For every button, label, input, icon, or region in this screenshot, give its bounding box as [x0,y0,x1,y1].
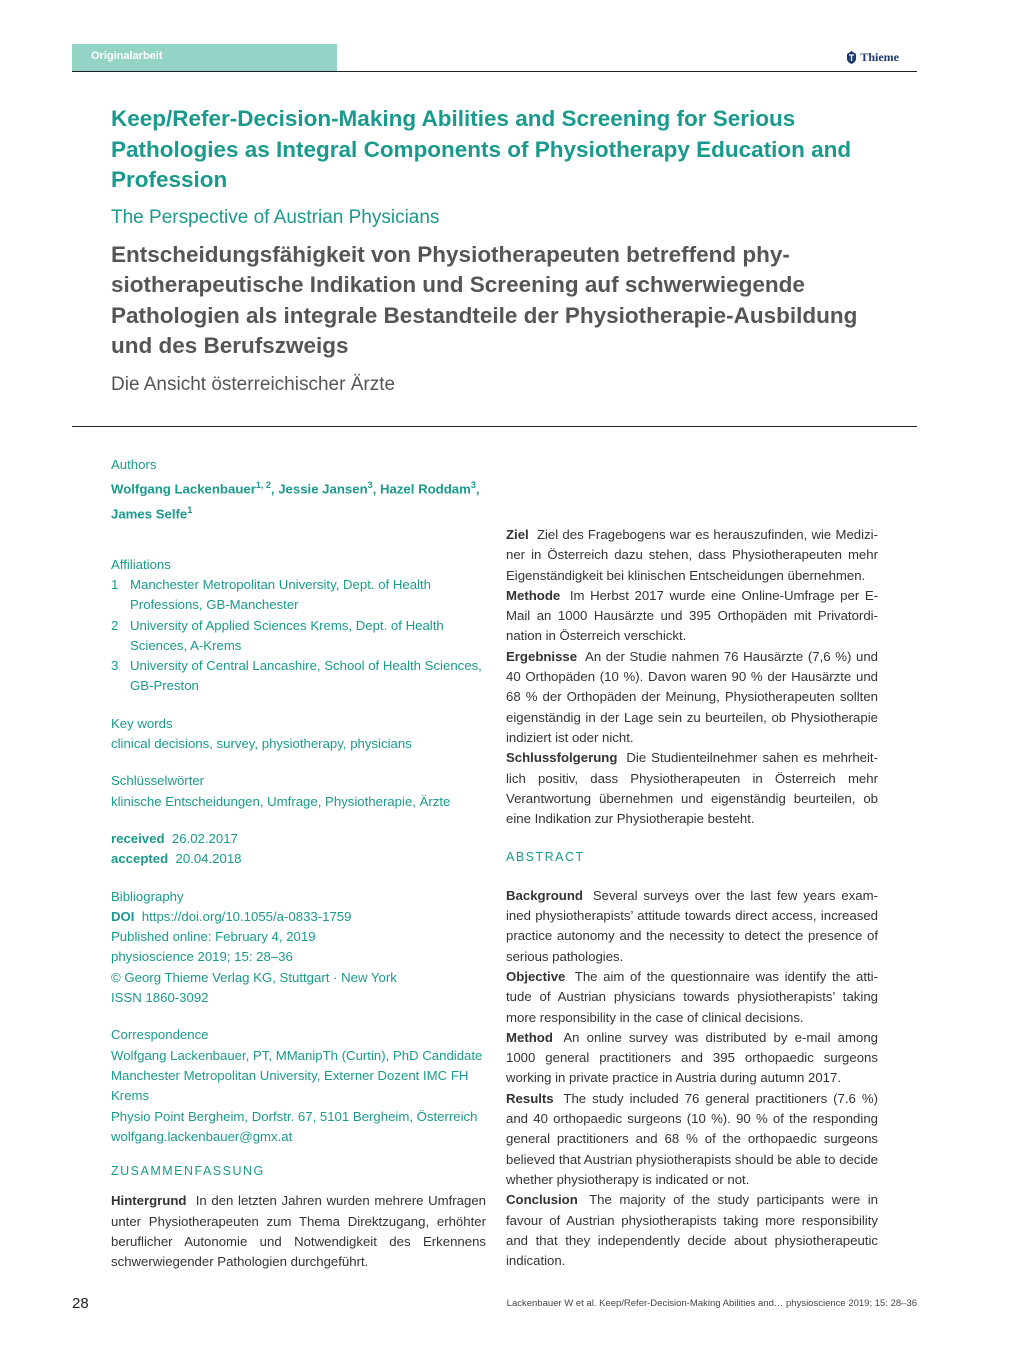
affiliation-item [111,575,486,616]
conclusion-text: The majority of the study participants were in favour of Austrian physiotherapists taking more responsibility and that they independently decide about physiotherapeutic indication. [506,1192,878,1269]
background-text: Several surveys over the last few years examined physiotherapists’ attitude towards direct access, increased practice autonomy and the necessity to detect the presence of serious pathologies. [506,887,878,964]
method-text: An online survey was distributed by e-mail among 1000 general practitioners and 395 orthopaedic surgeons working in private practice in Austria during autumn 2017. [506,1029,878,1086]
article-subtitle-de: Die Ansicht österreichischer Ärzte [111,373,396,395]
title-block [111,104,871,396]
copyright: © Georg Thieme Verlag KG, Stuttgart · New York [111,969,397,985]
methode-text: Im Herbst 2017 wurde eine Online-Umfrage per E-Mail an 1000 Hausärzte und 395 Orthopäden mit Privatordination in Österreich verschickt. [506,587,879,644]
methode-paragraph [506,586,878,647]
zusammenfassung-heading: ZUSAMMENFASSUNG [111,1164,265,1179]
method-paragraph [506,1028,878,1089]
author-name: Wolfgang Lackenbauer [111,481,256,497]
ziel-text: Ziel des Fragebogens war es herauszufinden, wie Mediziner in Österreich dazu stehen, dass Physiotherapeuten mehr Eigenständigkeit bei klinischen Entscheidungen übernehmen. [506,527,878,583]
published-online: Published online: February 4, 2019 [111,929,316,945]
correspondence-address: Physio Point Bergheim, Dorfstr. 67, 5101 Bergheim, Österreich [111,1108,478,1124]
correspondence-heading: Correspondence [111,1027,209,1043]
schluesselwoerter-text: klinische Entscheidungen, Umfrage, Physiotherapie, Ärzte [111,793,451,809]
method-label: Method [506,1029,553,1045]
journal-citation: physioscience 2019; 15: 28–36 [111,949,293,965]
schlussfolgerung-paragraph [506,748,878,829]
correspondence-email[interactable]: wolfgang.lackenbauer@gmx.at [111,1128,293,1144]
metadata-column [111,455,486,1273]
affiliation-number: 3 [111,658,119,674]
header-divider [72,71,917,72]
results-text: The study included 76 general practitioners (7.6 %) and 40 orthopaedic surgeons (10 %). 90 % of the responding general practitioners and 68 % of the orthopaedic surgeons believed that Austrian physiotherapists should be able to decide whether physiotherapy is indicated or not. [506,1090,878,1187]
received-value: 26.02.2017 [171,830,238,846]
author-affiliation-ref: 3 [470,480,476,491]
conclusion-label: Conclusion [506,1192,578,1208]
article-type-tag: Originalarbeit [72,44,337,71]
issn: ISSN 1860-3092 [111,990,209,1006]
authors-heading: Authors [111,457,157,472]
background-paragraph [506,886,878,967]
keywords-heading: Key words [111,715,173,731]
footer-citation: Lackenbauer W et al. Keep/Refer-Decision-Making Abilities and… physioscience 2019; 15: 28–36 [506,1298,917,1309]
author-name: James Selfe [111,506,188,522]
page-number: 28 [72,1295,89,1312]
received-date [111,829,486,849]
hintergrund-text: In den letzten Jahren wurden mehrere Umfragen unter Physiotherapeuten zum Thema Direktzugang, erhöhter beruflicher Autonomie und Notwendigkeit des Erkennens schwerwiegender Pathologien durchgeführt. [111,1193,487,1270]
hintergrund-paragraph [111,1191,486,1272]
affiliation-text: University of Applied Sciences Krems, Dept. of Health Sciences, A-Krems [130,617,444,653]
ergebnisse-text: An der Studie nahmen 76 Hausärzte (7,6 %) und 40 Orthopäden (10 %). Davon waren 90 % der Hausärzte und 68 % der Orthopäden der Meinung, Physiotherapeuten sollten eigenständig in der Lage sein zu beurteilen, ob Physiotherapie indiziert ist oder nicht. [506,648,879,745]
publisher-name: Thieme [860,50,899,64]
author-name: Jessie Jansen [278,481,368,497]
methode-label: Methode [506,587,561,603]
author-affiliation-ref: 1, 2 [255,480,271,491]
author-list: Wolfgang Lackenbauer$^{1, 2}$, Jessie Jansen$^3$, Hazel Roddam$^3$, James Selfe$^1$ [111,480,480,522]
affiliation-item [111,656,486,697]
author-affiliation-ref: 3 [367,480,373,491]
background-label: Background [506,887,583,903]
ziel-label: Ziel [506,527,529,542]
author-affiliation-ref: 1 [187,504,193,515]
objective-text: The aim of the questionnaire was identify the attitude of Austrian physicians towards physiotherapists’ taking more responsibility in the case of clinical decisions. [506,968,878,1025]
objective-paragraph [506,967,878,1028]
title-divider [72,426,917,427]
schlussfolgerung-label: Schlussfolgerung [506,750,618,766]
affiliation-number: 2 [111,617,119,633]
accepted-label: accepted [111,851,169,867]
results-label: Results [506,1090,554,1106]
hintergrund-label: Hintergrund [111,1193,187,1209]
publisher-logo [846,50,899,65]
keywords-text: clinical decisions, survey, physiotherapy, physicians [111,736,412,752]
article-subtitle-en: The Perspective of Austrian Physicians [111,206,440,228]
article-title-de: Entscheidungsfähigkeit von Physiotherapeuten betreffend physiotherapeutische Indikation und Screening auf schwerwiegende Pathologien als integrale Bestandteile der Physiotherapie-Ausbildung und des Berufszweigs [111,241,858,358]
objective-label: Objective [506,968,566,984]
affiliation-text: Manchester Metropolitan University, Dept. of Health Professions, GB-Manchester [130,576,431,613]
author-name: Hazel Roddam [379,481,471,497]
doi-link[interactable]: https://doi.org/10.1055/a-0833-1759 [141,908,352,924]
received-label: received [111,830,165,846]
ergebnisse-label: Ergebnisse [506,648,578,664]
ziel-paragraph [506,525,878,586]
article-title-en: Keep/Refer-Decision-Making Abilities and Screening for Serious Pathologies as Integral Components of Physiotherapy Education and Profession [111,106,852,192]
affiliation-number: 1 [111,576,119,592]
abstract-heading: ABSTRACT [506,850,585,865]
doi-label: DOI [111,908,135,924]
affiliations-heading: Affiliations [111,556,171,572]
correspondence-name: Wolfgang Lackenbauer, PT, MManipTh (Curtin), PhD Candidate Manchester Metropolitan University, Externer Dozent IMC FH Krems [111,1047,483,1104]
accepted-value: 20.04.2018 [175,851,242,867]
doi-line [111,907,486,927]
bibliography-heading: Bibliography [111,888,184,904]
affiliation-item [111,616,486,657]
accepted-date [111,849,486,869]
schluesselwoerter-heading: Schlüsselwörter [111,773,205,789]
affiliation-text: University of Central Lancashire, School of Health Sciences, GB-Preston [130,658,482,694]
conclusion-paragraph [506,1190,878,1271]
ergebnisse-paragraph [506,647,878,748]
results-paragraph [506,1089,878,1190]
abstract-column [506,525,878,1271]
thieme-logo-icon [846,51,857,64]
schlussfolgerung-text: Die Studienteilnehmer sahen es mehrheitlich positiv, dass Physiotherapeuten in Österreich mehr Verantwortung übernehmen und eigenständig beurteilen, ob eine Indikation zur Physiotherapie besteht. [506,750,878,827]
